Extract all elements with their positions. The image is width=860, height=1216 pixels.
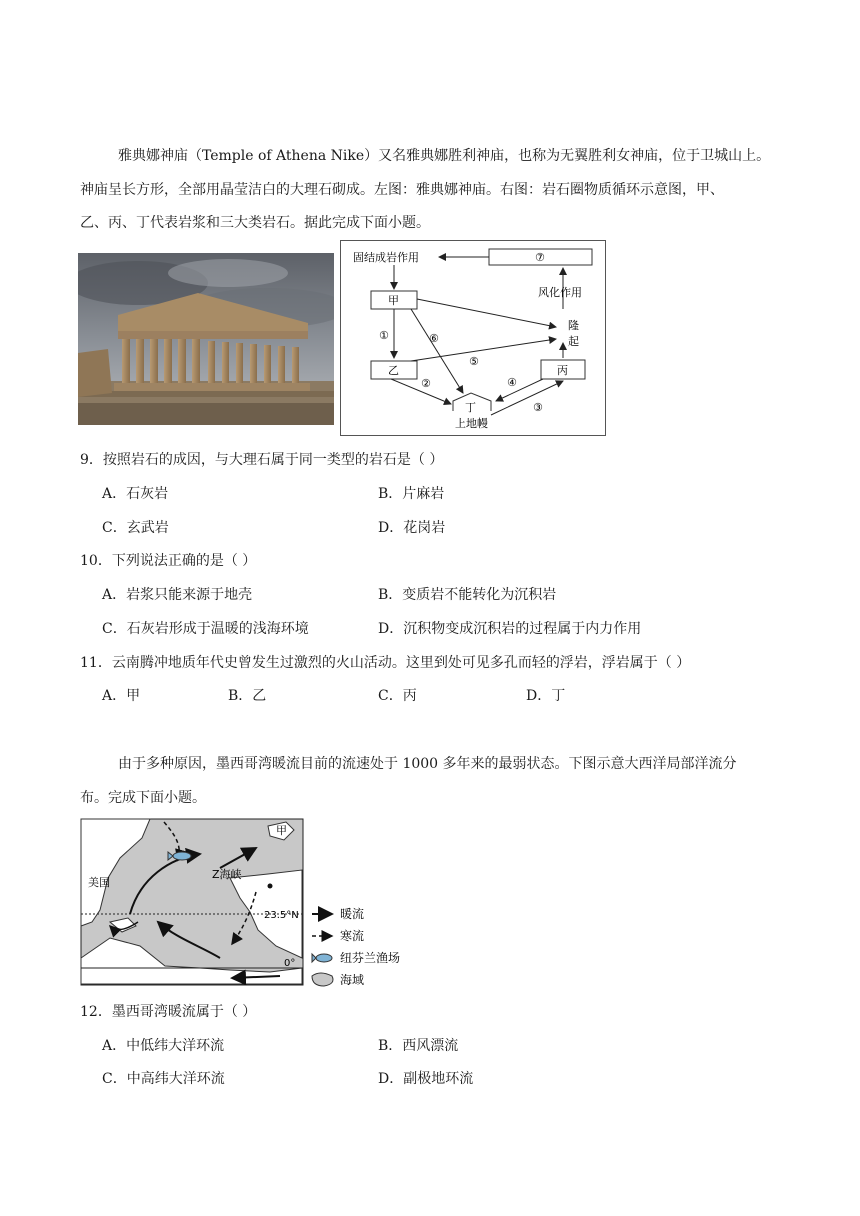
label-mantle: 上地幔 <box>455 417 488 430</box>
label-n1: ① <box>379 329 389 342</box>
q10-option-b[interactable]: B．变质岩不能转化为沉积岩 <box>378 587 557 603</box>
q10-option-d[interactable]: D．沉积物变成沉积岩的过程属于内力作用 <box>378 621 642 637</box>
rock-cycle-svg <box>341 241 605 435</box>
q9-option-c[interactable]: C．玄武岩 <box>102 520 169 536</box>
athena-temple-photo <box>78 253 334 425</box>
rock-cycle-diagram <box>340 240 606 436</box>
q9-option-a[interactable]: A．石灰岩 <box>102 486 169 502</box>
q12-option-d[interactable]: D．副极地环流 <box>378 1071 474 1087</box>
q11-option-a[interactable]: A．甲 <box>102 688 141 704</box>
passage2-line1: 由于多种原因，墨西哥湾暖流目前的流速处于 1000 多年来的最弱状态。下图示意大西洋局部洋流分 <box>118 756 737 772</box>
q10-option-a[interactable]: A．岩浆只能来源于地壳 <box>102 587 253 603</box>
legend-cold-label: 寒流 <box>340 929 365 943</box>
arrow-jia-to-uplift <box>417 299 556 327</box>
arrow-4 <box>496 379 543 401</box>
map-label-usa: 美国 <box>88 876 110 889</box>
atlantic-currents-map <box>80 818 420 988</box>
label-n2: ② <box>421 377 431 390</box>
q12-option-a[interactable]: A．中低纬大洋环流 <box>102 1038 225 1054</box>
label-fenghua: 风化作用 <box>538 286 582 299</box>
label-n5: ⑤ <box>469 355 479 368</box>
z-strait-point <box>268 884 273 889</box>
label-ding: 丁 <box>465 401 476 414</box>
q11-stem: 11．云南腾冲地质年代史曾发生过激烈的火山活动。这里到处可见多孔而轻的浮岩，浮岩属于（ ） <box>80 655 691 671</box>
label-longqi-2: 起 <box>568 335 579 348</box>
q11-option-c[interactable]: C．丙 <box>378 688 417 704</box>
label-yi: 乙 <box>388 364 399 377</box>
q9-option-b[interactable]: B．片麻岩 <box>378 486 445 502</box>
passage1-line2: 神庙呈长方形，全部用晶莹洁白的大理石砌成。左图：雅典娜神庙。右图：岩石圈物质循环示意图，甲、 <box>80 182 724 198</box>
label-bing: 丙 <box>557 364 568 377</box>
map-label-strait: Z海峡 <box>212 868 242 881</box>
q12-option-c[interactable]: C．中高纬大洋环流 <box>102 1071 225 1087</box>
legend-sea-label: 海域 <box>340 973 365 987</box>
q9-stem: 9．按照岩石的成因，与大理石属于同一类型的岩石是（ ） <box>80 452 444 468</box>
map-label-lat1: 23.5°N <box>264 910 299 921</box>
q12-stem: 12．墨西哥湾暖流属于（ ） <box>80 1004 257 1020</box>
legend-fishery-label: 纽芬兰渔场 <box>340 951 401 965</box>
map-label-lat2: 0° <box>284 958 296 969</box>
arrow-6 <box>411 309 463 393</box>
passage1-line3: 乙、丙、丁代表岩浆和三大类岩石。据此完成下面小题。 <box>80 215 430 231</box>
map-legend <box>312 906 400 987</box>
legend-fishery-icon <box>312 954 332 962</box>
label-n6: ⑥ <box>429 332 439 345</box>
label-n3: ③ <box>533 401 543 414</box>
label-jia: 甲 <box>388 294 399 307</box>
label-n4: ④ <box>507 376 517 389</box>
map-label-jia: 甲 <box>276 824 287 837</box>
label-gujie: 固结成岩作用 <box>353 251 419 264</box>
q10-option-c[interactable]: C．石灰岩形成于温暖的浅海环境 <box>102 621 309 637</box>
legend-warm-label: 暖流 <box>340 907 365 921</box>
q11-option-d[interactable]: D．丁 <box>526 688 566 704</box>
q9-option-d[interactable]: D．花岗岩 <box>378 520 446 536</box>
passage2-line2: 布。完成下面小题。 <box>80 790 206 806</box>
label-longqi-1: 隆 <box>568 319 579 332</box>
q12-option-b[interactable]: B．西风漂流 <box>378 1038 459 1054</box>
label-7: ⑦ <box>535 251 545 264</box>
passage1-line1: 雅典娜神庙（Temple of Athena Nike）又名雅典娜胜利神庙，也称为无翼胜利女神庙，位于卫城山上。 <box>118 148 771 164</box>
q10-stem: 10．下列说法正确的是（ ） <box>80 553 257 569</box>
q11-option-b[interactable]: B．乙 <box>228 688 267 704</box>
legend-sea-symbol <box>312 973 333 986</box>
